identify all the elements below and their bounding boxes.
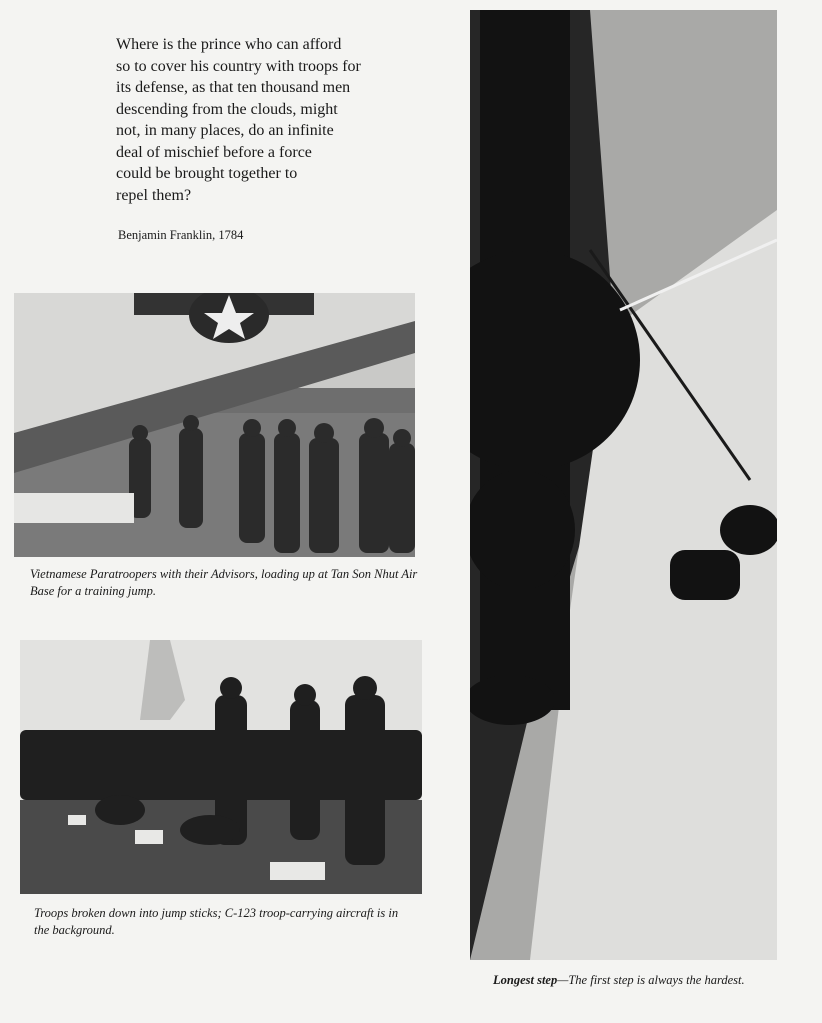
exit-caption-lead: Longest step	[493, 973, 558, 987]
quote-line: its defense, as that ten thousand men	[116, 79, 351, 96]
quote-line: deal of mischief before a force	[116, 143, 312, 161]
quote-line: repel them?	[116, 186, 192, 204]
boarding-photo-caption: Vietnamese Paratroopers with their Advisors, loading up at Tan Son Nhut Air Base for a training jump.	[30, 567, 418, 598]
exit-caption-text: —The first step is always the hardest.	[557, 973, 745, 987]
paratrooper-exit-photo	[470, 10, 777, 960]
quote-line: not, in many places, do an infinite	[116, 122, 334, 139]
quote-line: could be brought together to	[116, 165, 298, 182]
quote-line: descending from the clouds, might	[116, 100, 338, 118]
paratroopers-boarding-photo	[14, 293, 415, 557]
quote-attribution: Benjamin Franklin, 1784	[118, 228, 244, 242]
quote-line: so to cover his country with troops for	[116, 57, 361, 75]
franklin-quote	[116, 34, 426, 206]
jump-sticks-caption: Troops broken down into jump sticks; C-123 troop-carrying aircraft is in the background.	[34, 906, 399, 937]
quote-line: Where is the prince who can afford	[116, 36, 342, 53]
exit-photo-caption	[493, 972, 813, 989]
jump-sticks-photo	[20, 640, 422, 894]
